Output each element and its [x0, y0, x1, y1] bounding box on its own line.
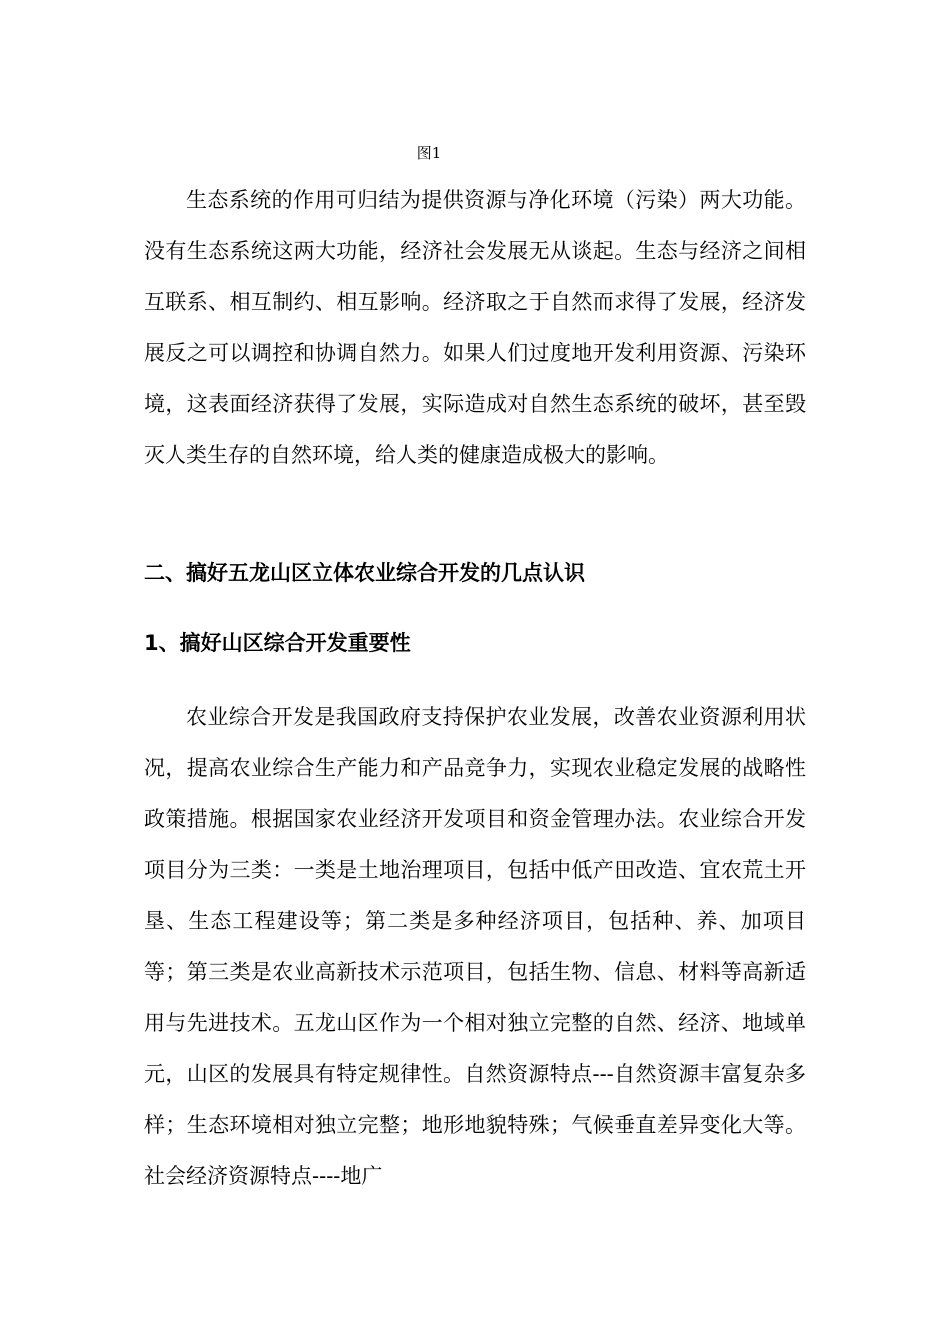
section-heading: 二、搞好五龙山区立体农业综合开发的几点认识	[144, 561, 585, 585]
body-paragraph-development: 农业综合开发是我国政府支持保护农业发展，改善农业资源利用状况，提高农业综合生产能力和产品竞争力，实现农业稳定发展的战略性政策措施。根据国家农业经济开发项目和资金管理办法。农业综合开发项目分为三类：一类是土地治理项目，包括中低产田改造、宜农荒土开垦、生态工程建设等；第二类是多种经济项目，包括种、养、加项目等；第三类是农业高新技术示范项目，包括生物、信息、材料等高新适用与先进技术。五龙山区作为一个相对独立完整的自然、经济、地域单元，山区的发展具有特定规律性。自然资源特点---自然资源丰富复杂多样；生态环境相对独立完整；地形地貌特殊；气候垂直差异变化大等。社会经济资源特点----地广	[144, 705, 806, 1188]
body-paragraph-ecosystem: 生态系统的作用可归结为提供资源与净化环境（污染）两大功能。没有生态系统这两大功能，经济社会发展无从谈起。生态与经济之间相互联系、相互制约、相互影响。经济取之于自然而求得了发展，经济发展反之可以调控和协调自然力。如果人们过度地开发利用资源、污染环境，这表面经济获得了发展，实际造成对自然生态系统的破坏，甚至毁灭人类生存的自然环境，给人类的健康造成极大的影响。	[144, 188, 806, 467]
subsection-heading: 1、搞好山区综合开发重要性	[144, 631, 411, 655]
figure-caption: 图1	[416, 144, 442, 162]
